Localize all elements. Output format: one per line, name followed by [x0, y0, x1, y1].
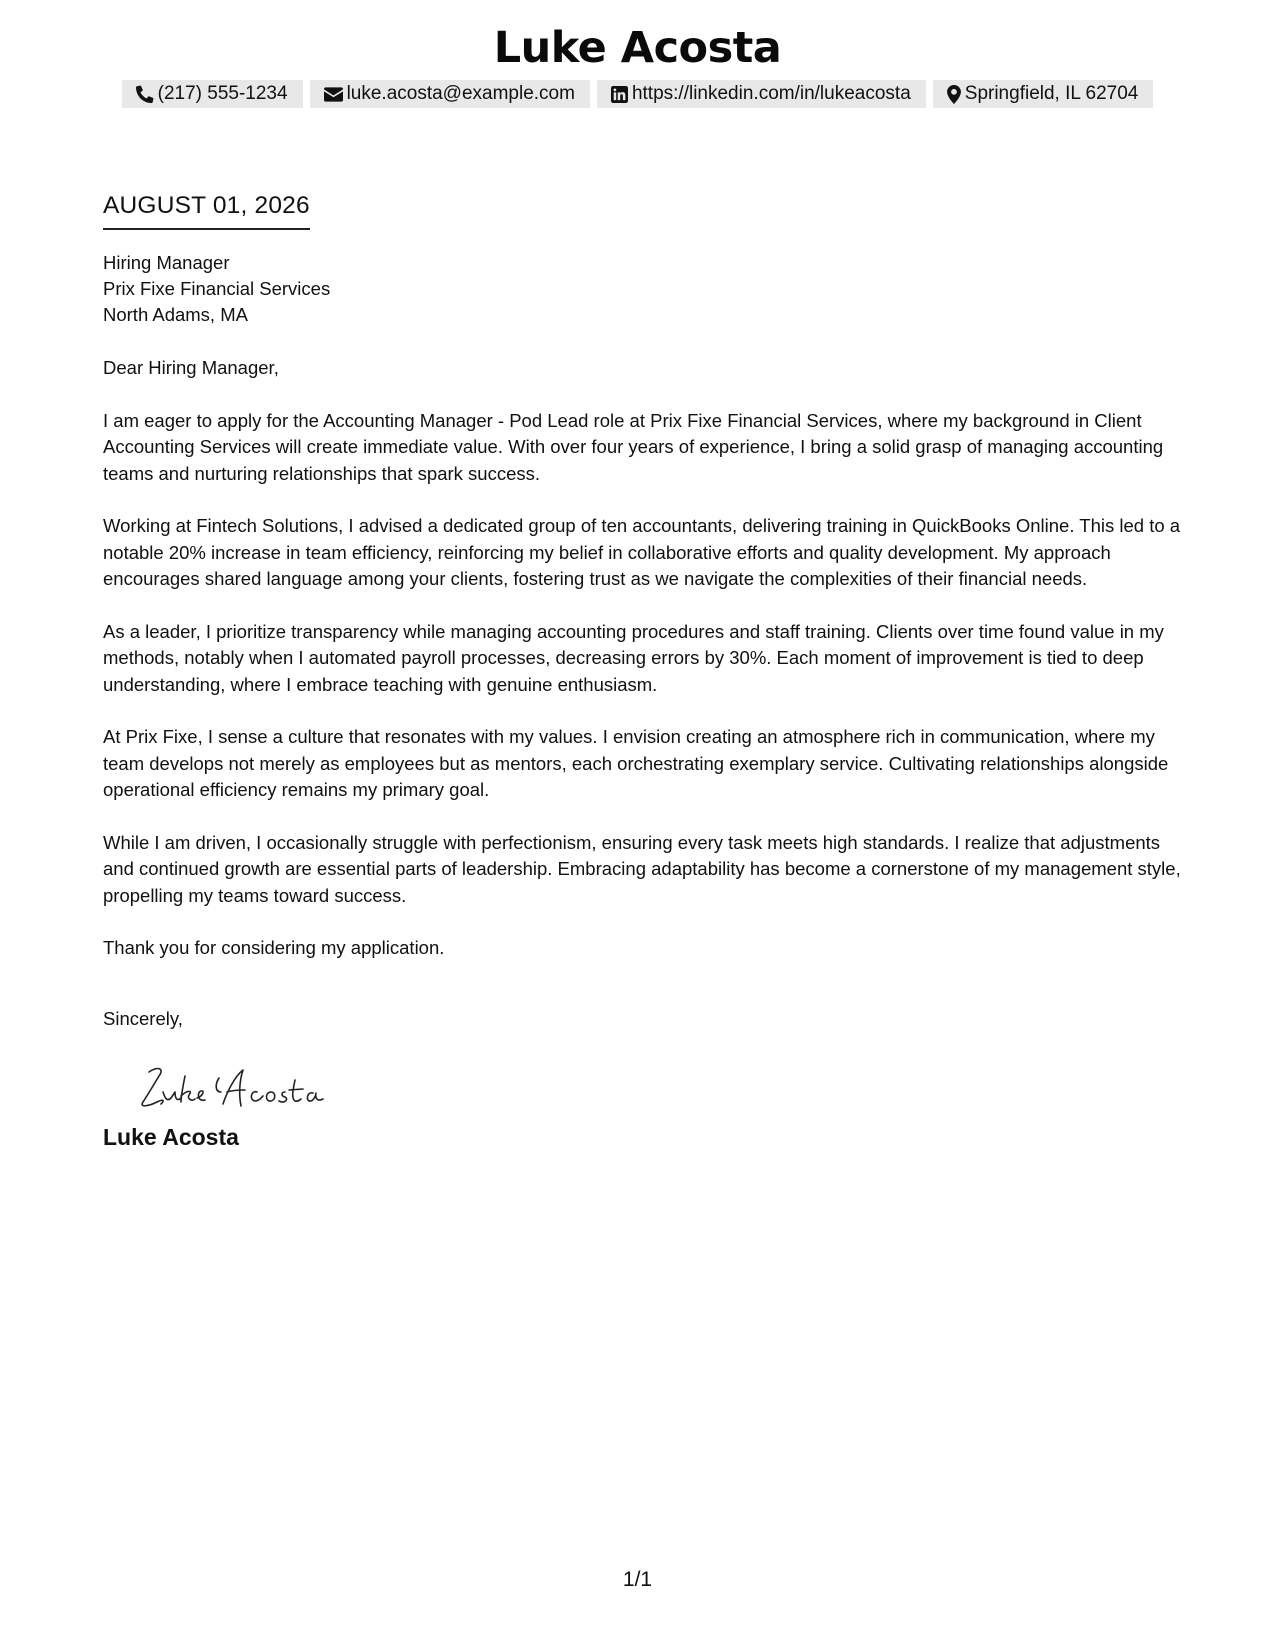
signoff: Sincerely,	[103, 1007, 183, 1029]
letter-body	[103, 190, 1183, 1152]
contact-location	[933, 80, 1154, 108]
page-number: 1/1	[622, 1568, 653, 1591]
signer-name: Luke Acosta	[103, 1124, 239, 1150]
signature-drawing	[135, 1062, 335, 1114]
body-paragraph: While I am driven, I occasionally struggle with perfectionism, ensuring every task meets high standards. I realize that adjustments and continued growth are essential parts of leadership. Embracing adaptability has become a cornerstone of my management style, propelling my teams toward success.	[103, 831, 1181, 906]
phone-icon	[136, 85, 154, 103]
envelope-icon	[324, 87, 343, 102]
phone-text: (217) 555-1234	[157, 83, 288, 104]
closing-line: Thank you for considering my application.	[103, 937, 445, 958]
linkedin-text[interactable]: https://linkedin.com/in/lukeacosta	[631, 83, 911, 104]
contact-bar	[0, 80, 1275, 108]
email-text[interactable]: luke.acosta@example.com	[346, 83, 575, 104]
body-paragraph: Working at Fintech Solutions, I advised a dedicated group of ten accountants, delivering training in QuickBooks Online. This led to a notable 20% increase in team efficiency, reinforcing my belief in collaborative efforts and quality development. My approach encourages shared language among your clients, fostering trust as we navigate the complexities of their financial needs.	[103, 515, 1181, 589]
letter-date: AUGUST 01, 2026	[103, 190, 310, 230]
recipient-company: Prix Fixe Financial Services	[103, 278, 331, 299]
linkedin-icon	[611, 86, 628, 103]
recipient-location: North Adams, MA	[103, 304, 248, 325]
salutation: Dear Hiring Manager,	[103, 357, 279, 378]
contact-phone	[122, 80, 303, 108]
contact-email[interactable]	[310, 80, 590, 108]
recipient-title: Hiring Manager	[103, 252, 230, 273]
body-paragraph: At Prix Fixe, I sense a culture that resonates with my values. I envision creating an atmosphere rich in communication, where my team develops not merely as employees but as mentors, each orchestrating exemplary service. Cultivating relationships alongside operational efficiency remains my primary goal.	[103, 726, 1169, 800]
handwritten-signature	[135, 1062, 335, 1114]
applicant-name: Luke Acosta	[493, 23, 782, 73]
location-text: Springfield, IL 62704	[964, 83, 1139, 104]
letter-header	[0, 20, 1275, 76]
body-paragraph: I am eager to apply for the Accounting Manager - Pod Lead role at Prix Fixe Financial Services, where my background in Client Accounting Services will create immediate value. With over four years of experience, I bring a solid grasp of managing accounting teams and nurturing relationships that spark success.	[103, 409, 1164, 484]
map-marker-icon	[947, 85, 961, 104]
recipient-block	[103, 250, 1183, 328]
contact-linkedin[interactable]	[597, 80, 926, 108]
body-paragraph: As a leader, I prioritize transparency while managing accounting procedures and staff training. Clients over time found value in my methods, notably when I automated payroll processes, decreasing errors by 30%. Each moment of improvement is tied to deep understanding, where I embrace teaching with genuine enthusiasm.	[103, 620, 1164, 695]
